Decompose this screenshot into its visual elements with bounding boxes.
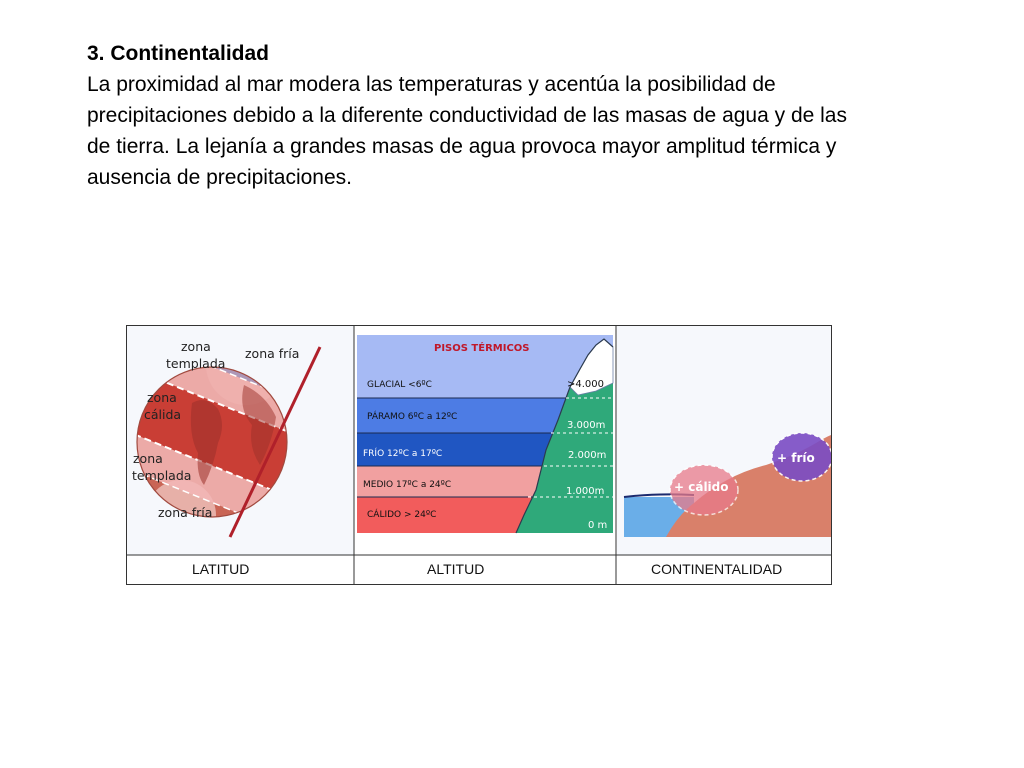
- altitude-label-4000: >4.000: [567, 379, 605, 390]
- caption-continentalidad: CONTINENTALIDAD: [651, 561, 783, 577]
- altitude-label-2000: 2.000m: [568, 450, 607, 461]
- label-zona-templada-top-1: zona: [181, 339, 211, 354]
- thermal-floors-chart: [357, 335, 613, 533]
- caption-latitud: LATITUD: [192, 561, 250, 577]
- label-zona-templada-bottom-2: templada: [132, 468, 192, 483]
- altitude-label-3000: 3.000m: [567, 420, 606, 431]
- paragraph-line-3: de tierra. La lejanía a grandes masas de agua provoca mayor amplitud térmica y: [87, 135, 837, 158]
- climate-factors-figure: [126, 325, 832, 586]
- altitude-label-0: 0 m: [588, 520, 608, 531]
- caption-altitud: ALTITUD: [427, 561, 485, 577]
- floor-label-paramo: PÁRAMO 6ºC a 12ºC: [367, 412, 458, 422]
- altitude-label-1000: 1.000m: [566, 486, 605, 497]
- paragraph-line-4: ausencia de precipitaciones.: [87, 166, 353, 189]
- paragraph-line-2: precipitaciones debido a la diferente conductividad de las masas de agua y de las: [87, 104, 847, 127]
- floor-label-glacial: GLACIAL <6ºC: [367, 380, 432, 390]
- label-zona-calida-1: zona: [147, 390, 177, 405]
- label-zona-templada-bottom-1: zona: [133, 451, 163, 466]
- section-text: [87, 38, 947, 193]
- label-mas-frio: + frío: [777, 451, 815, 465]
- label-zona-fria-top: zona fría: [245, 346, 300, 361]
- label-zona-templada-top-2: templada: [166, 356, 226, 371]
- label-zona-fria-bottom: zona fría: [158, 505, 213, 520]
- figure-svg: [126, 325, 832, 586]
- floor-label-frio: FRÍO 12ºC a 17ºC: [363, 449, 443, 459]
- section-heading: 3. Continentalidad: [87, 42, 270, 65]
- floor-label-calido: CÁLIDO > 24ºC: [367, 510, 437, 520]
- label-zona-calida-2: cálida: [144, 407, 182, 422]
- floor-label-medio: MEDIO 17ºC a 24ºC: [363, 480, 452, 490]
- paragraph-line-1: La proximidad al mar modera las temperaturas y acentúa la posibilidad de: [87, 73, 776, 96]
- label-mas-calido: + cálido: [674, 480, 729, 494]
- pisos-termicos-title: PISOS TÉRMICOS: [434, 343, 530, 354]
